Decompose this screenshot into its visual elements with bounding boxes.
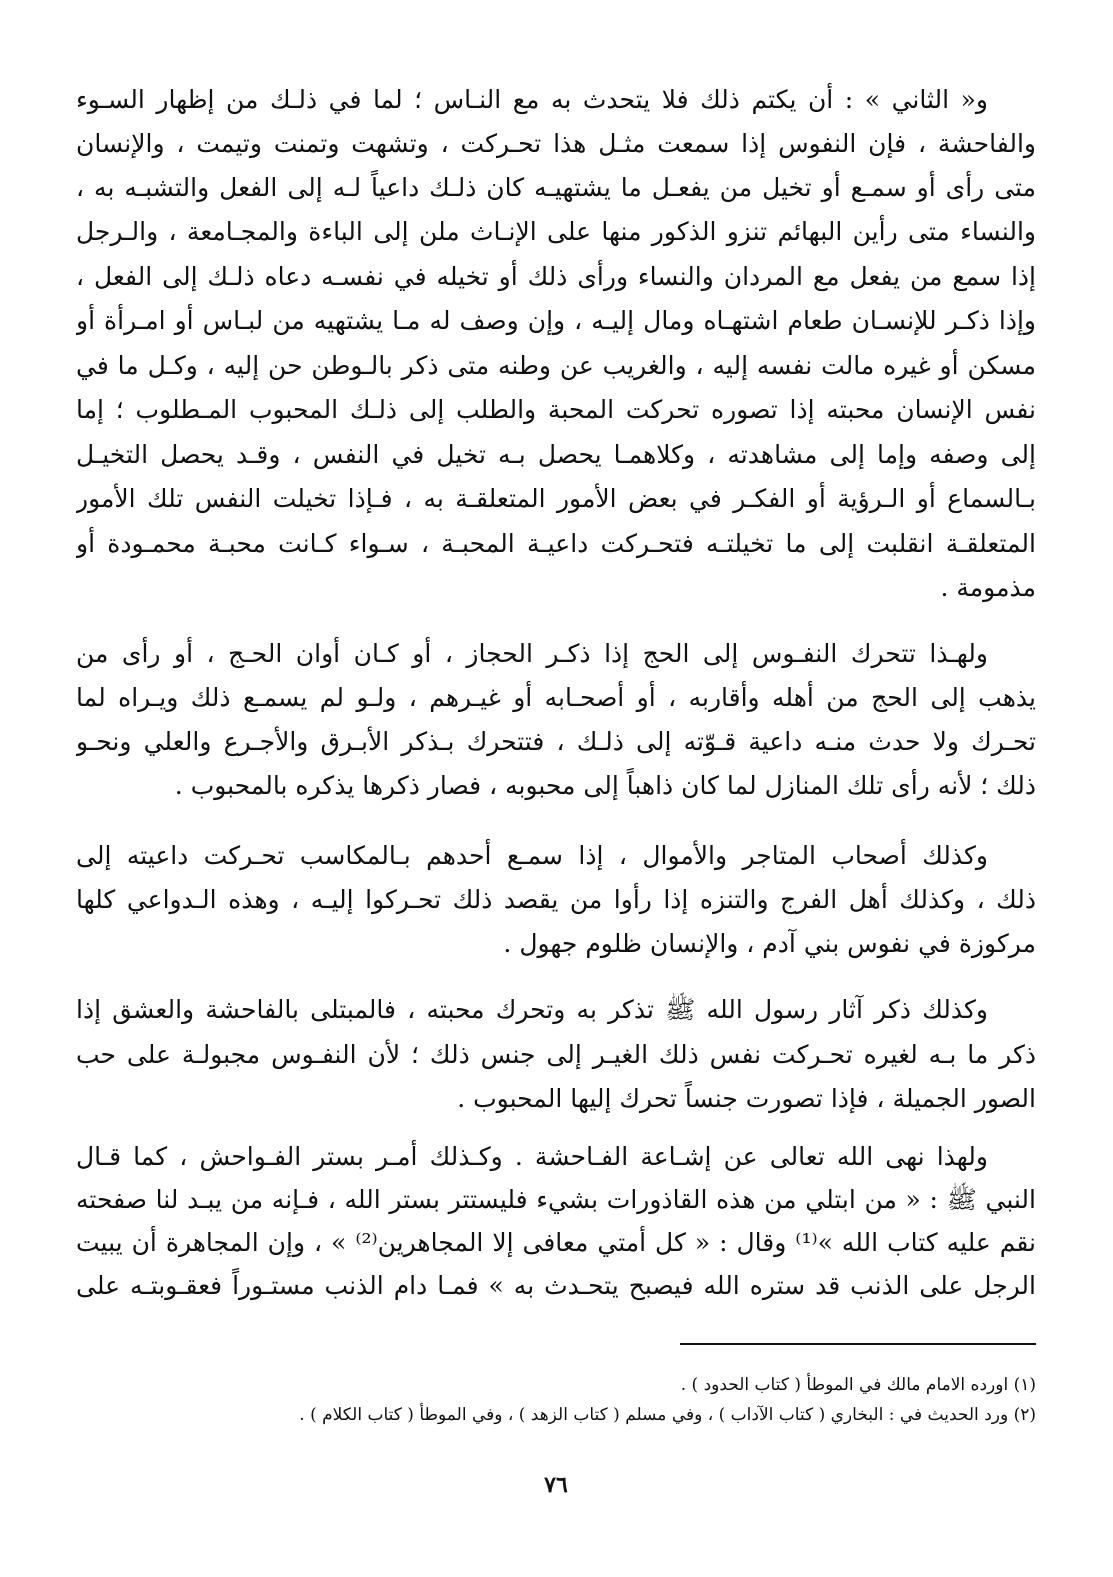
text-line: إذا سمع من يفعل مع المردان والنساء ورأى ذلك أو تخيله في نفسـه دعاه ذلـك إلى الفعل ،	[76, 262, 1036, 291]
text-line: وكذلك أصحاب المتاجر والأموال ، إذا سمـع أحدهم بـالمكاسب تحـركت داعيته إلى	[76, 841, 988, 870]
text-line: مسكن أو غيره مالت نفسه إليه ، والغريب عن وطنه متى ذكر بالـوطن حن إليه ، وكـل ما في	[76, 351, 1036, 380]
text-line: بـالسماع أو الـرؤية أو الفكـر في بعض الأمور المتعلقـة به ، فـإذا تخيلت النفس تلك الأمور	[76, 484, 1036, 513]
text-line: وإذا ذكـر للإنسـان طعام اشتهـاه ومال إليـه ، وإن وصف له مـا يشتهيه من لبـاس أو امـرأة أو	[76, 306, 1036, 335]
text-line: والنساء متى رأين البهائم تنزو الذكور منها على الإنـاث ملن إلى الباءة والمجـامعة ، والـرجل	[76, 217, 1036, 246]
text-line: إلى وصفه وإما إلى مشاهدته ، وكلاهمـا يحصل بـه تخيل في النفس ، وقـد يحصل التخيـل	[76, 440, 1036, 469]
footnote-separator	[680, 1343, 1036, 1345]
book-page	[76, 68, 1036, 1558]
text-line: نفس الإنسان محبته إذا تصوره تحركت المحبة والطلب إلى ذلـك المحبوب المـطلوب ؛ إما	[76, 395, 1036, 424]
text-line: مذمومة .	[940, 573, 1036, 602]
text-line: نقم عليه كتاب الله »⁽¹⁾ وقال : « كل أمتي معافى إلا المجاهرين⁽²⁾ » ، وإن المجاهرة أن يبيت	[76, 1228, 1036, 1257]
text-line: الصور الجميلة ، فإذا تصورت جنساً تحرك إليها المحبوب .	[457, 1084, 1036, 1113]
text-line: ولهذا نهى الله تعالى عن إشـاعة الفـاحشة . وكـذلك أمـر بستر الفـواحش ، كما قـال	[76, 1142, 988, 1171]
text-line: النبي ﷺ : « من ابتلي من هذه القاذورات بشيء فليستتر بستر الله ، فـإنه من يبـد لنا صفحته	[76, 1185, 1036, 1214]
text-line: و« الثاني » : أن يكتم ذلك فلا يتحدث به مع النـاس ؛ لما في ذلـك من إظهار السـوء	[76, 85, 988, 114]
text-line: ذلك ، وكذلك أهل الفرج والتنزه إذا رأوا من يقصد ذلك تحـركوا إليـه ، وهذه الـدواعي كلها	[76, 885, 1036, 914]
text-line: ولهـذا تتحرك النفـوس إلى الحج إذا ذكـر الحجاز ، أو كـان أوان الحـج ، أو رأى من	[76, 639, 988, 668]
page-number: ٧٦	[544, 1472, 568, 1498]
text-line: مركوزة في نفوس بني آدم ، والإنسان ظلوم جهول .	[503, 929, 1036, 958]
text-line: ذلك ؛ لأنه رأى تلك المنازل لما كان ذاهباً إلى محبوبه ، فصار ذكرها يذكره بالمحبوب .	[174, 771, 1036, 800]
text-line: متى رأى أو سمـع أو تخيل من يفعـل ما يشتهيـه كان ذلـك داعياً لـه إلى الفعل والتشبـه به ،	[76, 173, 1036, 202]
text-line: الرجل على الذنب قد ستره الله فيصبح يتحـدث به » فمـا دام الذنب مستـوراً فعقـوبتـه على	[76, 1271, 1036, 1300]
text-line: المتعلقـة انقلبت إلى ما تخيلتـه فتحـركت داعيـة المحبـة ، سـواء كـانت محبـة محمـودة أو	[76, 529, 1036, 558]
footnote: (٢) ورد الحديث في : البخاري ( كتاب الآداب ) ، وفي مسلم ( كتاب الزهد ) ، وفي الموطأ ( كتاب الكلام ) .	[299, 1405, 1036, 1425]
text-line: تحـرك ولا حدث منـه داعية قـوّته إلى ذلـك ، فتتحرك بـذكر الأبـرق والأجـرع والعلي ونحـو	[76, 727, 1036, 756]
footnote: (١) اورده الامام مالك في الموطأ ( كتاب الحدود ) .	[680, 1375, 1036, 1395]
text-line: والفاحشة ، فإن النفوس إذا سمعت مثـل هذا تحـركت ، وتشهت وتمنت وتيمت ، والإنسان	[76, 129, 1036, 158]
text-line: ذكر ما بـه لغيره تحـركت نفس ذلك الغيـر إلى جنس ذلك ؛ لأن النفـوس مجبولـة على حب	[76, 1040, 1036, 1069]
text-line: وكذلك ذكر آثار رسول الله ﷺ تذكر به وتحرك محبته ، فالمبتلى بالفاحشة والعشق إذا	[76, 995, 988, 1024]
text-line: يذهب إلى الحج من أهله وأقاربه ، أو أصحـابه أو غيـرهم ، ولـو لم يسمـع ذلك ويـراه لما	[76, 683, 1036, 712]
